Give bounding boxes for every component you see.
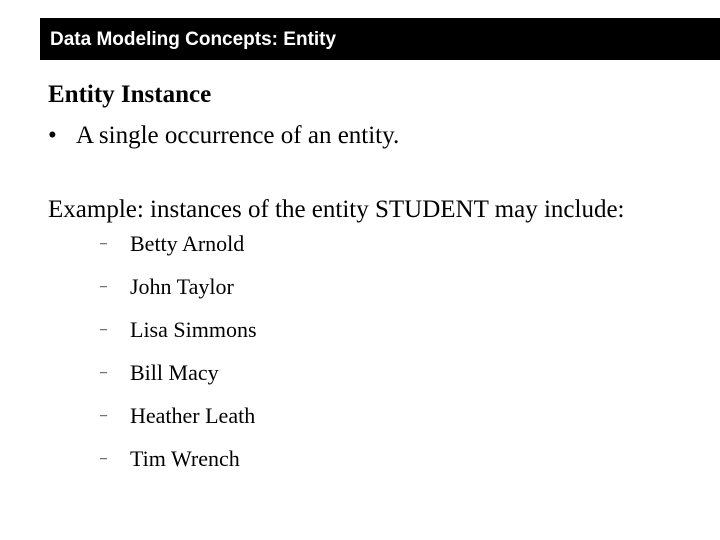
- list-item: [100, 273, 257, 316]
- list-item-text: Tim Wrench: [130, 446, 240, 471]
- list-item: [100, 316, 257, 359]
- list-item: [100, 359, 257, 402]
- list-item: [100, 402, 257, 445]
- dash-icon: –: [100, 321, 107, 337]
- list-item-text: John Taylor: [130, 274, 234, 299]
- bullet-text: A single occurrence of an entity.: [76, 122, 400, 149]
- dash-icon: –: [100, 450, 107, 466]
- title-bar: [40, 18, 720, 60]
- list-item-text: Heather Leath: [130, 403, 256, 428]
- bullet-icon: •: [48, 122, 57, 149]
- list-item: [100, 445, 257, 488]
- list-item-text: Bill Macy: [130, 360, 219, 385]
- bullet-item: [48, 121, 399, 151]
- instance-list: [100, 230, 257, 488]
- example-text: Example: instances of the entity STUDENT may include:: [48, 196, 625, 223]
- list-item-text: Lisa Simmons: [130, 317, 257, 342]
- section-heading: Entity Instance: [48, 81, 212, 108]
- list-item: [100, 230, 257, 273]
- dash-icon: –: [100, 278, 107, 294]
- dash-icon: –: [100, 407, 107, 423]
- dash-icon: –: [100, 235, 107, 251]
- dash-icon: –: [100, 364, 107, 380]
- list-item-text: Betty Arnold: [130, 231, 245, 256]
- slide-title: Data Modeling Concepts: Entity: [50, 29, 337, 50]
